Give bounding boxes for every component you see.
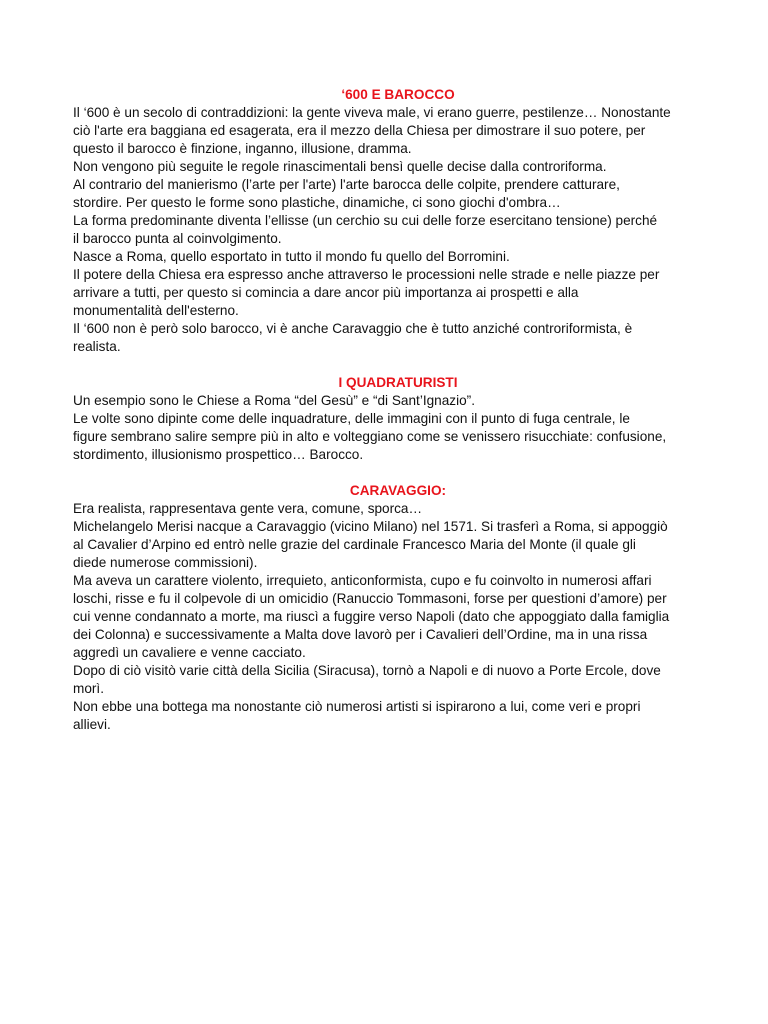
text-line: Era realista, rappresentava gente vera, comune, sporca…	[73, 501, 423, 516]
text-line: Un esempio sono le Chiese a Roma “del Gesù” e “di Sant’Ignazio”.	[73, 393, 475, 408]
text-line: La forma predominante diventa l’ellisse (un cerchio su cui delle forze esercitano tensione) perché	[73, 213, 658, 228]
text-line: allievi.	[73, 717, 111, 732]
section-title: ‘600 E BAROCCO	[341, 87, 455, 102]
section-quadraturisti	[73, 374, 723, 464]
section-title: I QUADRATURISTI	[338, 375, 458, 390]
text-line: al Cavalier d’Arpino ed entrò nelle grazie del cardinale Francesco Maria del Monte (il quale gli	[73, 537, 636, 552]
text-line: cui venne condannato a morte, ma riuscì a fuggire verso Napoli (dato che appoggiato dalla famiglia	[73, 609, 670, 624]
text-line: Dopo di ciò visitò varie città della Sicilia (Siracusa), tornò a Napoli e di nuovo a Porte Ercole, dove	[73, 663, 661, 678]
text-line: Il potere della Chiesa era espresso anche attraverso le processioni nelle strade e nelle piazze per	[73, 267, 660, 282]
text-line: monumentalità dell'esterno.	[73, 303, 239, 318]
text-line: Nasce a Roma, quello esportato in tutto il mondo fu quello del Borromini.	[73, 249, 510, 264]
text-line: figure sembrano salire sempre più in alto e volteggiano come se venissero risucchiate: confusione,	[73, 429, 667, 444]
text-line: diede numerose commissioni).	[73, 555, 258, 570]
text-line: questo il barocco è finzione, inganno, illusione, dramma.	[73, 141, 412, 156]
text-line: Ma aveva un carattere violento, irrequieto, anticonformista, cupo e fu coinvolto in numerosi affari	[73, 573, 652, 588]
text-line: Il ‘600 non è però solo barocco, vi è anche Caravaggio che è tutto anziché controriformista, è	[73, 321, 633, 336]
text-line: stordimento, illusionismo prospettico… Barocco.	[73, 447, 364, 462]
text-line: Il ‘600 è un secolo di contraddizioni: la gente viveva male, vi erano guerre, pestilenze… Nonostante	[73, 105, 671, 120]
text-line: Non ebbe una bottega ma nonostante ciò numerosi artisti si ispirarono a lui, come veri e propri	[73, 699, 641, 714]
text-line: realista.	[73, 339, 121, 354]
text-line: Michelangelo Merisi nacque a Caravaggio (vicino Milano) nel 1571. Si trasferì a Roma, si appoggiò	[73, 519, 668, 534]
text-line: Al contrario del manierismo (l’arte per l'arte) l'arte barocca delle colpite, prendere catturare,	[73, 177, 620, 192]
text-line: stordire. Per questo le forme sono plastiche, dinamiche, ci sono giochi d'ombra…	[73, 195, 561, 210]
text-line: il barocco punta al coinvolgimento.	[73, 231, 282, 246]
text-line: arrivare a tutti, per questo si comincia a dare ancor più importanza ai prospetti e alla	[73, 285, 579, 300]
document-page	[73, 86, 723, 734]
section-caravaggio	[73, 482, 723, 734]
text-line: loschi, risse e fu il colpevole di un omicidio (Ranuccio Tommasoni, forse per questioni d’amore) per	[73, 591, 667, 606]
section-spacer	[73, 356, 723, 374]
section-barocco	[73, 86, 723, 356]
text-line: morì.	[73, 681, 104, 696]
text-line: Le volte sono dipinte come delle inquadrature, delle immagini con il punto di fuga centrale, le	[73, 411, 630, 426]
text-line: dei Colonna) e successivamente a Malta dove lavorò per i Cavalieri dell’Ordine, ma in una rissa	[73, 627, 648, 642]
text-line: ciò l'arte era baggiana ed esagerata, era il mezzo della Chiesa per dimostrare il suo potere, per	[73, 123, 646, 138]
section-title: CARAVAGGIO:	[349, 483, 447, 498]
section-spacer	[73, 464, 723, 482]
text-line: Non vengono più seguite le regole rinascimentali bensì quelle decise dalla controriforma.	[73, 159, 607, 174]
text-line: aggredì un cavaliere e venne cacciato.	[73, 645, 306, 660]
